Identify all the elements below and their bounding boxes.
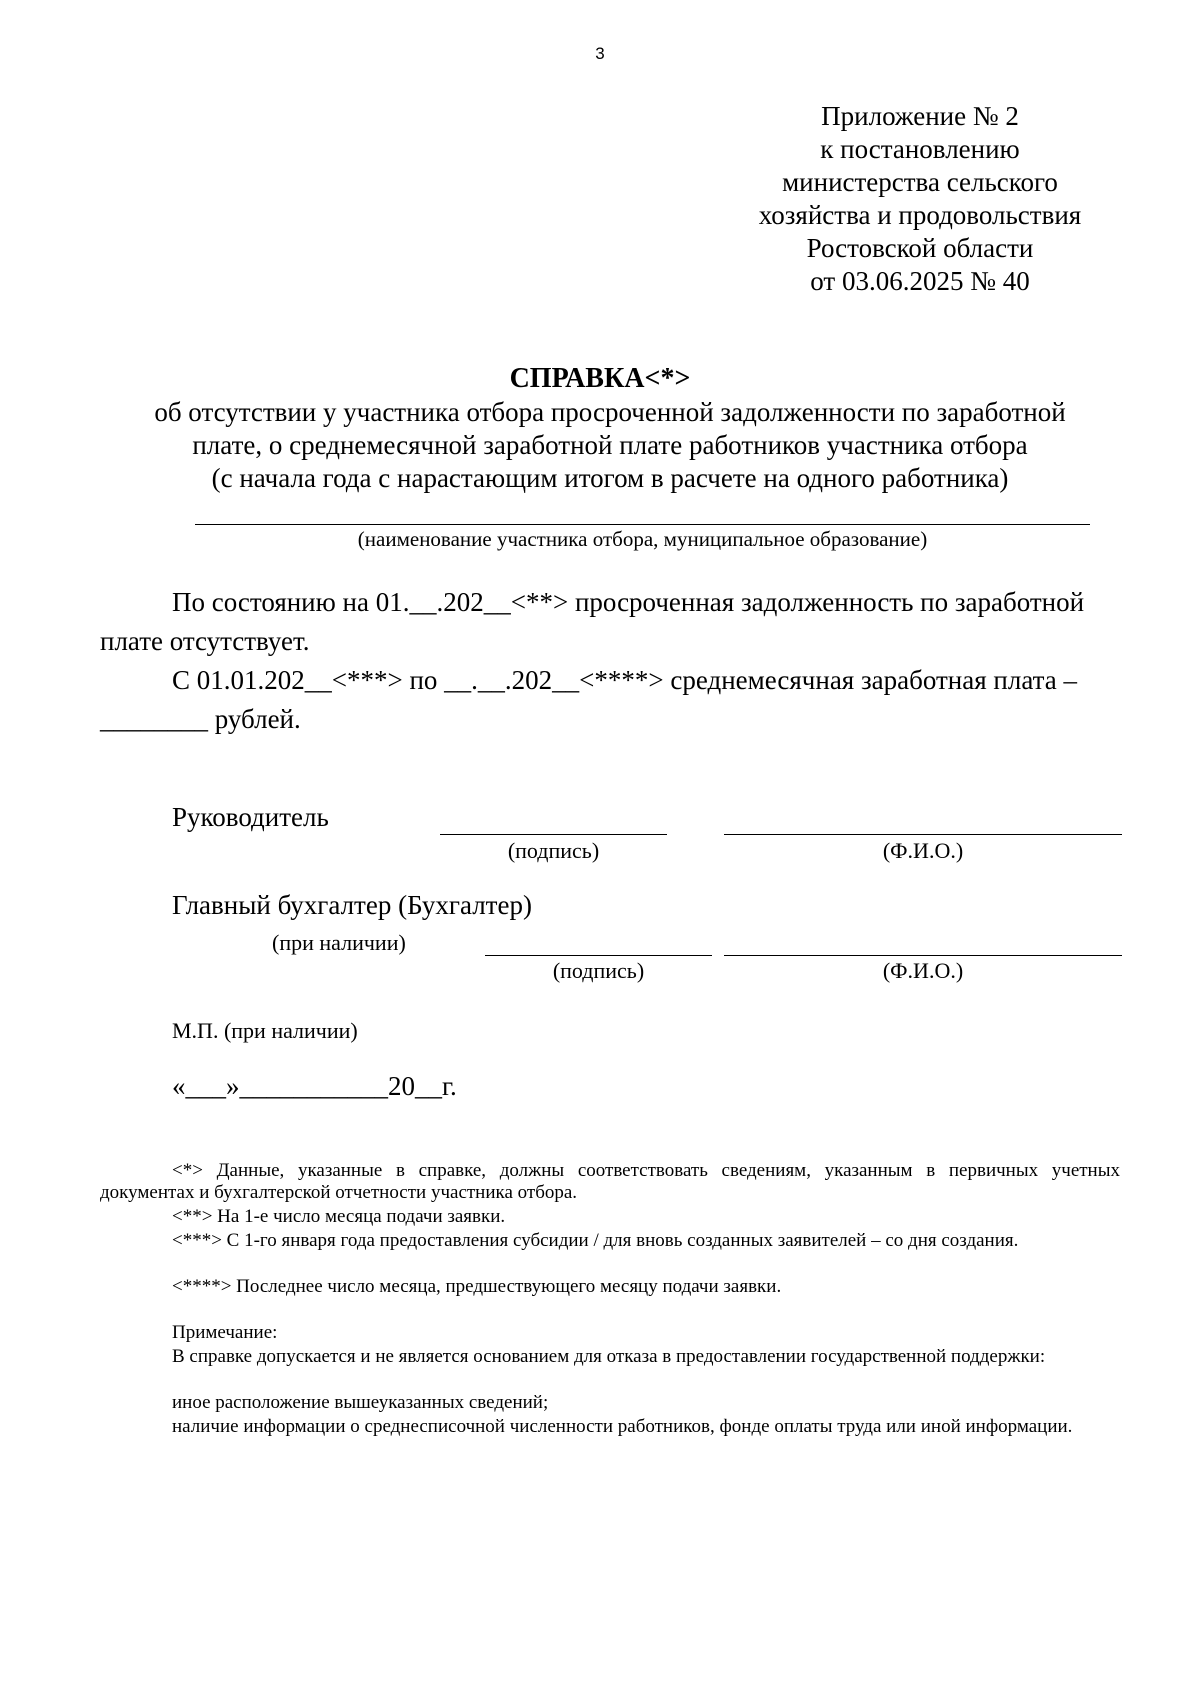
note-heading: Примечание:: [172, 1322, 278, 1343]
stamp-label: М.П. (при наличии): [172, 1018, 358, 1043]
body-line: С 01.01.202__<***> по __.__.202__<****> среднемесячная заработная плата –: [172, 665, 1077, 695]
head-label: Руководитель: [172, 802, 329, 832]
accountant-signature-line: [485, 955, 712, 956]
note-item: иное расположение вышеуказанных сведений;: [172, 1392, 549, 1413]
participant-caption: (наименование участника отбора, муниципальное образование): [357, 527, 928, 551]
annex-line: Приложение № 2: [821, 101, 1019, 131]
participant-name-line: [195, 524, 1090, 525]
footnote: <**> На 1-е число месяца подачи заявки.: [172, 1206, 506, 1227]
footnote: <****> Последнее число месяца, предшествующего месяцу подачи заявки.: [172, 1276, 782, 1297]
footnote: <*> Данные, указанные в справке, должны соответствовать сведениям, указанным в первичных учетных документах и бухгалтерской отчетности участника отбора.: [100, 1160, 1120, 1203]
subtitle-line: (с начала года с нарастающим итогом в расчете на одного работника): [211, 463, 1009, 493]
document-subtitle: [100, 396, 1120, 495]
annex-header: [735, 100, 1105, 298]
head-name-caption: (Ф.И.О.): [882, 838, 964, 863]
accountant-signature-caption: (подпись): [552, 958, 645, 983]
note-item: В справке допускается и не является основанием для отказа в предоставлении государственной поддержки:: [172, 1346, 1046, 1367]
annex-line: к постановлению: [820, 134, 1020, 164]
accountant-name-caption: (Ф.И.О.): [882, 958, 964, 983]
subtitle-line: плате, о среднемесячной заработной плате работников участника отбора: [192, 430, 1028, 460]
subtitle-line: об отсутствии у участника отбора просроченной задолженности по заработной: [154, 397, 1066, 427]
annex-line: хозяйства и продовольствия: [758, 200, 1082, 230]
head-signature-line: [440, 834, 667, 835]
accountant-label: Главный бухгалтер (Бухгалтер): [172, 890, 532, 920]
date-line: «___»___________20__г.: [172, 1071, 457, 1101]
accountant-name-line: [724, 955, 1122, 956]
annex-line: министерства сельского: [782, 167, 1058, 197]
accountant-note: (при наличии): [272, 930, 406, 955]
body-line: плате отсутствует.: [100, 626, 310, 656]
annex-line: Ростовской области: [806, 233, 1034, 263]
document-title: СПРАВКА<*>: [509, 363, 691, 394]
body-line: ________ рублей.: [100, 704, 301, 734]
footnote: <***> С 1-го января года предоставления субсидии / для вновь созданных заявителей – со дня создания.: [172, 1230, 1019, 1251]
head-name-line: [724, 834, 1122, 835]
note-item: наличие информации о среднесписочной численности работников, фонде оплаты труда или иной информации.: [172, 1416, 1073, 1437]
annex-line: от 03.06.2025 № 40: [810, 266, 1030, 296]
body-line: По состоянию на 01.__.202__<**> просроченная задолженность по заработной: [172, 587, 1085, 617]
head-signature-caption: (подпись): [507, 838, 600, 863]
page-number: 3: [595, 44, 605, 63]
